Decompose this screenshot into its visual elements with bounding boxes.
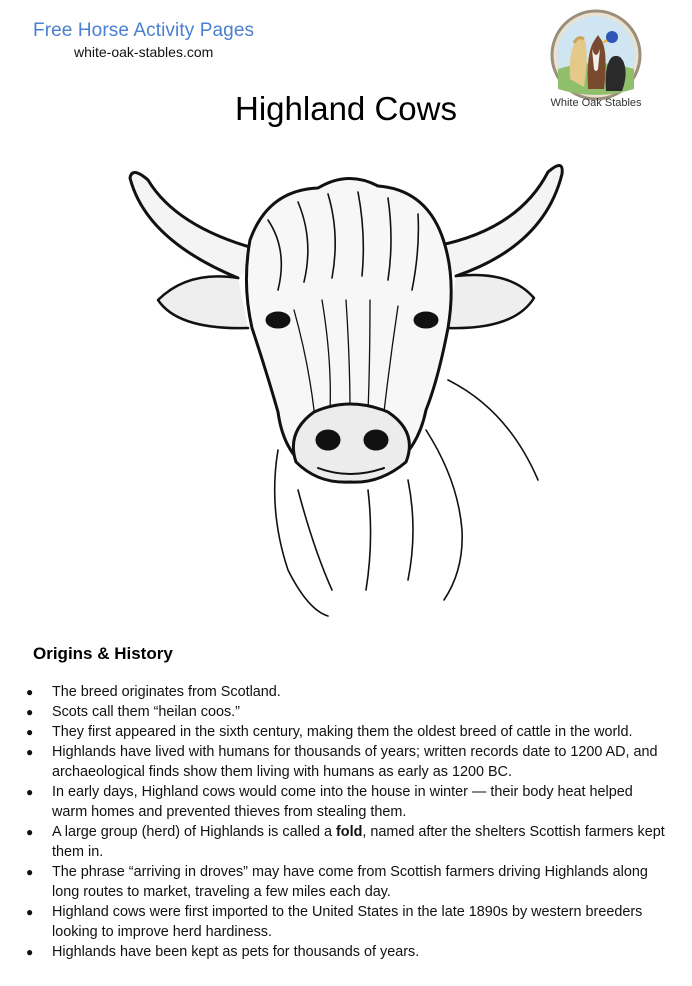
logo-caption: White Oak Stables — [550, 97, 642, 109]
site-title: Free Horse Activity Pages — [33, 20, 255, 41]
bold-term: fold — [335, 824, 363, 840]
page-title: Highland Cows — [235, 90, 457, 127]
list-item: ● They first appeared in the sixth century, making them the oldest breed of cattle in the world. — [26, 724, 633, 740]
site-url: white-oak-stables.com — [74, 44, 214, 60]
bullet-icon: ● — [26, 745, 34, 759]
list-item: ● The phrase “arriving in droves” may have come from Scottish farmers driving Highlands along long routes to market, traveling a few miles each day. — [26, 864, 648, 900]
list-item: ● The breed originates from Scotland. — [26, 684, 281, 700]
bullet-icon: ● — [26, 865, 34, 879]
list-item: ● Highlands have been kept as pets for thousands of years. — [26, 944, 420, 960]
highland-cow-illustration — [118, 150, 574, 618]
origins-history-list — [26, 682, 666, 962]
list-item: ● In early days, Highland cows would come into the house in winter — their body heat helped warm homes and prevented thieves from stealing them. — [26, 784, 633, 820]
list-item: ● Highland cows were first imported to the United States in the late 1890s by western breeders looking to improve herd hardiness. — [26, 904, 643, 940]
bullet-icon: ● — [26, 705, 34, 719]
bullet-icon: ● — [26, 725, 34, 739]
list-item: ● Scots call them “heilan coos.” — [26, 704, 240, 720]
list-item: ● Highlands have lived with humans for thousands of years; written records date to 1200 AD, and archaeological finds show them living with humans as early as 1200 BC. — [26, 744, 658, 780]
bullet-icon: ● — [26, 825, 34, 839]
bullet-icon: ● — [26, 785, 34, 799]
bullet-icon: ● — [26, 945, 34, 959]
section-heading-origins: Origins & History — [33, 644, 173, 663]
bullet-icon: ● — [26, 905, 34, 919]
bullet-icon: ● — [26, 685, 34, 699]
list-item: ● A large group (herd) of Highlands is called a fold, named after the shelters Scottish farmers kept them in. — [26, 824, 665, 860]
